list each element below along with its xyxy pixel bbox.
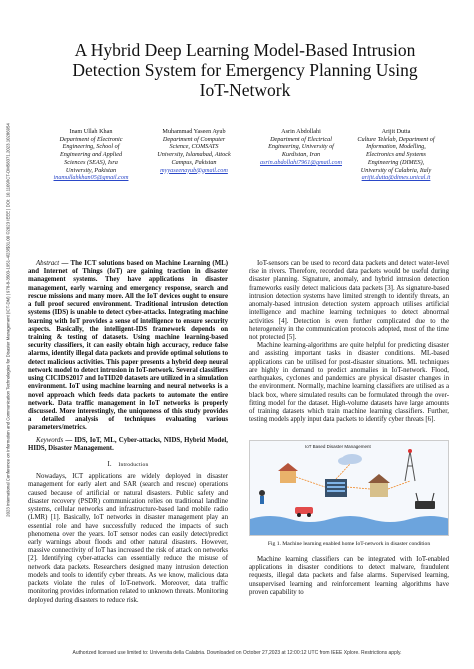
left-column bbox=[28, 260, 228, 605]
person-icon bbox=[259, 490, 265, 496]
section-title: Introduction bbox=[118, 462, 149, 469]
title-line-1: A Hybrid Deep Learning Model-Based Intrusion bbox=[74, 40, 416, 60]
copyright-sidebar bbox=[3, 20, 13, 620]
title-line-2: Detection System for Emergency Planning Using bbox=[72, 60, 418, 80]
author-affiliation-line: Electronics and Systems bbox=[366, 151, 426, 159]
author-affiliation-line: Culture Telelab, Department of bbox=[357, 135, 435, 143]
author-affiliation-line: Department of Electrical bbox=[270, 135, 332, 143]
car-icon bbox=[295, 507, 313, 514]
author-affiliation-line: Department of Electronic bbox=[59, 135, 123, 143]
author-affiliation-line: Engineering, University of bbox=[268, 143, 334, 151]
intro-paragraph: Nowadays, ICT applications are widely deployed in disaster management for early alert and SAR (search and rescue) operations caused because of artificial or natural disasters. Public safety and disaster recovery (PSDR) communication relies on traditional landline systems, cellular networks and infrastructure-based land mobile radio (LMR) [1]. Basically, IoT networks in disaster management play an essential role and have successfully reduced the impacts of such phenomena over the years. IoT sensor nodes can easily detect/predict early warnings about floods and other natural disasters. However, massive connectivity of IoT has increased the risk of attack on networks [2]. Identifying cyber-attacks can essentially reduce the misuse of network data packets. Researchers designed many intrusion detection models and tools to identify cyber threats. As we know, malicious data packets violate the rules of IoT-network. Moreover, data traffic monitoring provides information related to unknown threats. Monitoring deployed during disasters to reduce risk. bbox=[28, 473, 228, 604]
router-icon bbox=[415, 501, 435, 509]
keywords-text: — IDS, IoT, ML, Cyber-attacks, NIDS, Hybrid Model, HIDS, Disaster Management. bbox=[28, 436, 228, 452]
right-column-lower bbox=[249, 556, 449, 597]
author-1 bbox=[35, 128, 147, 182]
author-affiliation-line: Sciences (SEAS), Isra bbox=[64, 158, 118, 166]
section-number: I. bbox=[107, 461, 112, 469]
author-email-link[interactable]: myyaseenayub@gmail.com bbox=[160, 166, 228, 174]
author-2 bbox=[138, 128, 250, 174]
author-affiliation-line: Kurdistan, Iran bbox=[281, 151, 321, 159]
author-affiliation-line: University of Calabria, Italy bbox=[360, 166, 432, 174]
figure-illustration bbox=[250, 441, 449, 536]
right-column bbox=[249, 260, 449, 424]
sidebar-text: 2023 International Conference on Information and Communication Technologies for Disaster Management (ICT-DM) | 978-8-3503-1951-4/23/$31.00 ©2023 IEEE | DOI: 10.1109/ICT-DM58371.2023.10286954 bbox=[5, 123, 11, 517]
author-affiliation-line: Science, COMSATS bbox=[169, 143, 219, 151]
section-heading bbox=[28, 461, 228, 469]
author-affiliation-line: Campus, Pakistan bbox=[171, 158, 217, 166]
abstract bbox=[28, 260, 228, 433]
author-name: Asrin Abdollahi bbox=[281, 128, 321, 135]
author-affiliation-line: Engineering (DIMES), bbox=[367, 158, 425, 166]
keywords bbox=[28, 437, 228, 453]
author-affiliation-line: University, Pakistan bbox=[65, 166, 117, 174]
figure-iot-disaster bbox=[249, 440, 449, 536]
author-name: Inam Ullah Khan bbox=[69, 128, 113, 135]
author-affiliation-line: Engineering, School of bbox=[62, 143, 120, 151]
author-affiliation-line: University, Islamabad, Attock bbox=[157, 151, 231, 159]
figure-caption: Fig 1. Machine learning enabled home IoT-network in disaster condition bbox=[267, 541, 431, 547]
right-paragraph-2: Machine learning-algorithms are quite helpful for predicting disaster and assisting important tasks in disaster conditions. ML-based applications can be utilised for post-disaster situations. ML techniques are highly in demand to predict anomalies in IoT-network. Flood, earthquakes, cyclones and pandemics are physical disaster changes in the environment. Normally, machine learning classifiers are utilised as a black box, where simulated results can be formulated through the over-fitting model for the dataset. High-volume datasets have large amounts of training datasets which train machine learning classifiers. Further, testing models apply input data packets to identify cyber threats [6]. bbox=[249, 342, 449, 424]
author-name: Arijit Dutta bbox=[381, 128, 411, 135]
flood-water-icon bbox=[250, 516, 449, 536]
figure-title-text: IoT Based Disaster Management bbox=[305, 444, 371, 449]
footer-license: Authorized licensed use limited to: Universita della Calabria. Downloaded on October 27,2023 at 12:00:12 UTC from IEEE Xplore. Restrictions apply. bbox=[72, 650, 402, 656]
author-email-link[interactable]: arijit.dutta@dimes.unical.it bbox=[361, 174, 431, 182]
right-paragraph-3: Machine learning classifiers can be integrated with IoT-enabled applications in disaster conditions to detect malware, fraudulent requests, illegal data packets and false alarms. Supervised learning, unsupervised learning and reinforcement learning algorithms have proven capability to bbox=[249, 556, 449, 596]
abstract-label: Abstract bbox=[36, 260, 60, 267]
author-affiliation-line: Information, Modelling, bbox=[366, 143, 426, 151]
author-affiliation-line: Department of Computer bbox=[162, 135, 226, 143]
right-paragraph-1: IoT-sensors can be used to record data packets and detect water-level rise in rivers. Therefore, recorded data packets would be useful during disaster planning. Signature, anomaly, and hybrid intrusion detection frameworks easily detect malicious data packets [3]. As signature-based intrusion detection systems have limited strength to identify threats, an anomaly-based intrusion detection system approach utilises artificial intelligence and machine learning techniques to detect abnormal activities [4]. Detection is even further complicated due to the heterogeneity in the communication protocols adopted, most of the time not protected [5]. bbox=[249, 260, 449, 341]
abstract-text: — The ICT solutions based on Machine Learning (ML) and Internet of Things (IoT) are gaining traction in disaster management systems. They have applications in disaster management, early warning and emergency response, search and rescue missions and many more. All the IoT devices ought to ensure a full proof secured environment. Traditional intrusion detection systems (IDS) is unable to detect cyber-attacks. Integrating machine learning with IoT provides a sense of intelligence to ensure security aspects. Basically, the intelligent-IDS framework depends on training & testing of datasets. Using machine learning-based security classifiers, it can easily obtain high accuracy, reduce false alarms, identify illegal data packets and provide optimal solutions to detect malicious activities. This paper presents a hybrid deep neural network model to detect intrusion in IoT-network. Several classifiers using CICIDS2017 and IoTID20 datasets are utilized in a simulation environment. IoT using machine learning and neural networks is a novel approach which feeds data packets to automate the entire network. Data traffic management in IoT networks is properly discussed. More interestingly, the uniqueness of this study provides a detailed analysis of techniques evaluating various parameters/metrics. bbox=[28, 260, 228, 432]
author-4 bbox=[340, 128, 452, 182]
title-line-3: IoT-Network bbox=[199, 80, 291, 100]
house-icon bbox=[280, 471, 296, 483]
house-icon bbox=[370, 483, 388, 497]
author-email-link[interactable]: asrin.abdollahi7961@gmail.com bbox=[259, 158, 342, 166]
author-email-link[interactable]: inamullahkhan05@gmail.com bbox=[53, 174, 129, 182]
keywords-label: Keywords bbox=[36, 436, 64, 444]
author-affiliation-line: Engineering and Applied bbox=[59, 151, 123, 159]
author-name: Muhammad Yaseen Ayub bbox=[162, 128, 226, 135]
paper-title bbox=[40, 40, 450, 100]
